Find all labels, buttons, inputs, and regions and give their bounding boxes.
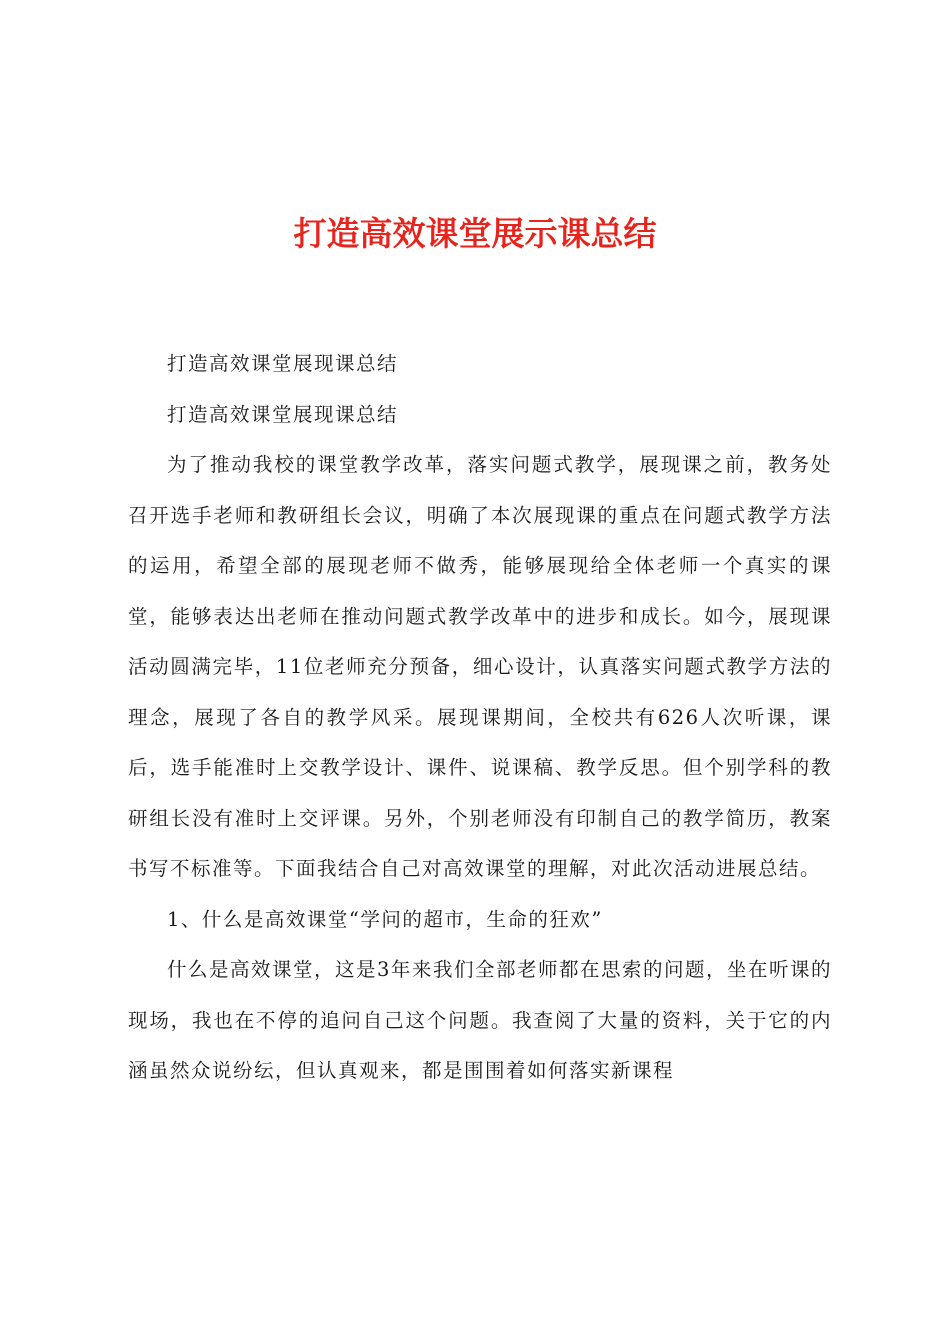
document-body bbox=[128, 339, 832, 1097]
paragraph-section-heading: 1、什么是高效课堂“学问的超市，生命的狂欢” bbox=[167, 907, 603, 931]
paragraph-subtitle-2: 打造高效课堂展现课总结 bbox=[167, 402, 399, 426]
paragraph-subtitle-1: 打造高效课堂展现课总结 bbox=[167, 352, 399, 375]
paragraph-intro: 为了推动我校的课堂教学改革，落实问题式教学，展现课之前，教务处召开选手老师和教研组长会议，明确了本次展现课的重点在问题式教学方法的运用，希望全部的展现老师不做秀，能够展现给全体老师一个真实的课堂，能够表达出老师在推动问题式教学改革中的进步和成长。如今，展现课活动圆满完毕，11位老师充分预备，细心设计，认真落实问题式教学方法的理念，展现了各自的教学风采。展现课期间，全校共有626人次听课，课后，选手能准时上交教学设计、课件、说课稿、教学反思。但个别学科的教研组长没有准时上交评课。另外，个别老师没有印制自己的教学简历，教案书写不标准等。下面我结合自己对高效课堂的理解，对此次活动进展总结。 bbox=[128, 453, 832, 880]
paragraph-section-body: 什么是高效课堂，这是3年来我们全部老师都在思索的问题，坐在听课的现场，我也在不停的追问自己这个问题。我查阅了大量的资料，关于它的内涵虽然众说纷纭，但认真观来，都是围围着如何落实新课程 bbox=[128, 958, 832, 1082]
document-title: 打造高效课堂展示课总结 bbox=[293, 214, 657, 253]
